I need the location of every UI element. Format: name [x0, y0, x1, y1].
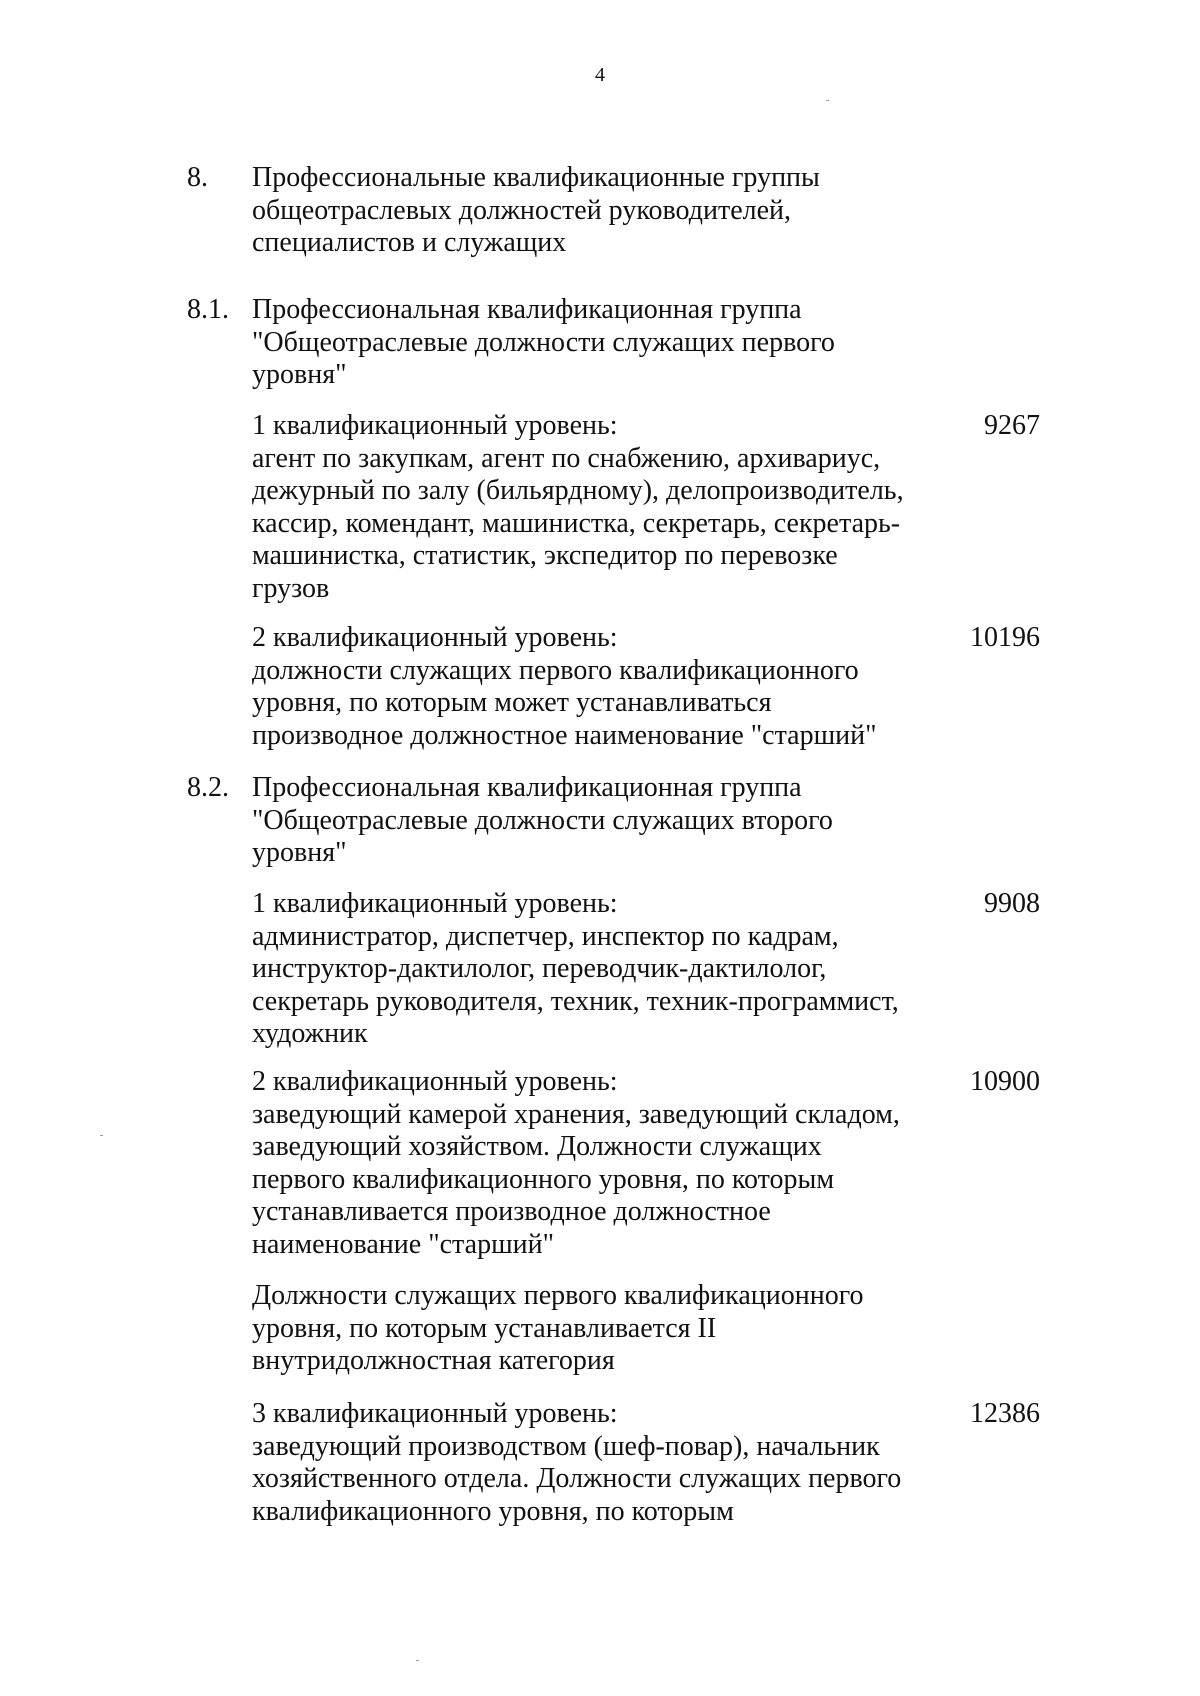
level-line: первого квалификационного уровня, по которым — [252, 1163, 835, 1195]
heading-line: специалистов и служащих — [252, 227, 567, 258]
level-line: заведующий камерой хранения, заведующий складом, — [252, 1098, 900, 1130]
level-text — [252, 1280, 942, 1378]
level-line: инструктор-дактилолог, переводчик-дактилолог, — [252, 953, 827, 984]
heading-line: уровня" — [252, 837, 347, 868]
section-number: 8.1. — [187, 294, 229, 325]
heading-line: Профессиональная квалификационная группа — [252, 294, 802, 325]
level-line: производное должностное наименование "старший" — [252, 719, 877, 751]
level-line: кассир, комендант, машинистка, секретарь, секретарь- — [252, 507, 901, 539]
salary-value: 10900 — [970, 1066, 1040, 1097]
level-line: секретарь руководителя, техник, техник-программист, — [252, 985, 899, 1017]
level-line: грузов — [252, 572, 330, 604]
level-text — [252, 622, 942, 752]
salary-value: 10196 — [970, 622, 1040, 653]
level-line: заведующий хозяйством. Должности служащих — [252, 1131, 822, 1162]
level-line: должности служащих первого квалификационного — [252, 654, 859, 686]
level-line: заведующий производством (шеф-повар), начальник — [252, 1430, 880, 1462]
section-heading — [252, 772, 942, 870]
level-title: 2 квалификационный уровень: — [252, 622, 618, 653]
salary-value: 12386 — [970, 1398, 1040, 1429]
level-line: хозяйственного отдела. Должности служащих первого — [252, 1463, 902, 1494]
section-heading — [252, 294, 942, 392]
section-heading — [252, 162, 942, 260]
level-line: администратор, диспетчер, инспектор по кадрам, — [252, 920, 839, 952]
heading-line: "Общеотраслевые должности служащих второго — [252, 804, 833, 836]
heading-line: Профессиональная квалификационная группа — [252, 772, 802, 803]
salary-value: 9267 — [984, 410, 1040, 441]
heading-line: общеотраслевых должностей руководителей, — [252, 194, 791, 226]
level-text — [252, 888, 942, 1051]
heading-line: Профессиональные квалификационные группы — [252, 162, 820, 193]
level-title: 1 квалификационный уровень: — [252, 410, 618, 441]
scan-speck — [416, 1660, 419, 1661]
level-line: художник — [252, 1018, 368, 1049]
level-line: дежурный по залу (бильярдному), делопроизводитель, — [252, 475, 904, 506]
level-line: агент по закупкам, агент по снабжению, архивариус, — [252, 442, 881, 474]
level-line: наименование "старший" — [252, 1228, 555, 1260]
level-title: 3 квалификационный уровень: — [252, 1398, 618, 1429]
level-line: Должности служащих первого квалификационного — [252, 1280, 864, 1311]
salary-value: 9908 — [984, 888, 1040, 919]
scan-speck — [100, 1135, 103, 1136]
level-text — [252, 1066, 942, 1261]
level-line: устанавливается производное должностное — [252, 1196, 771, 1227]
page-number: 4 — [595, 64, 605, 86]
level-line: уровня, по которым может устанавливаться — [252, 687, 772, 718]
section-number: 8. — [187, 162, 208, 193]
level-line: уровня, по которым устанавливается II — [252, 1312, 717, 1344]
scan-speck — [826, 100, 829, 101]
level-line: машинистка, статистик, экспедитор по перевозке — [252, 540, 838, 571]
level-line: внутридолжностная категория — [252, 1345, 615, 1376]
level-title: 1 квалификационный уровень: — [252, 888, 618, 919]
level-text — [252, 410, 942, 605]
heading-line: "Общеотраслевые должности служащих первого — [252, 326, 835, 358]
section-number: 8.2. — [187, 772, 229, 803]
level-line: квалификационного уровня, по которым — [252, 1495, 734, 1527]
heading-line: уровня" — [252, 359, 347, 390]
level-title: 2 квалификационный уровень: — [252, 1066, 618, 1097]
level-text — [252, 1398, 942, 1528]
